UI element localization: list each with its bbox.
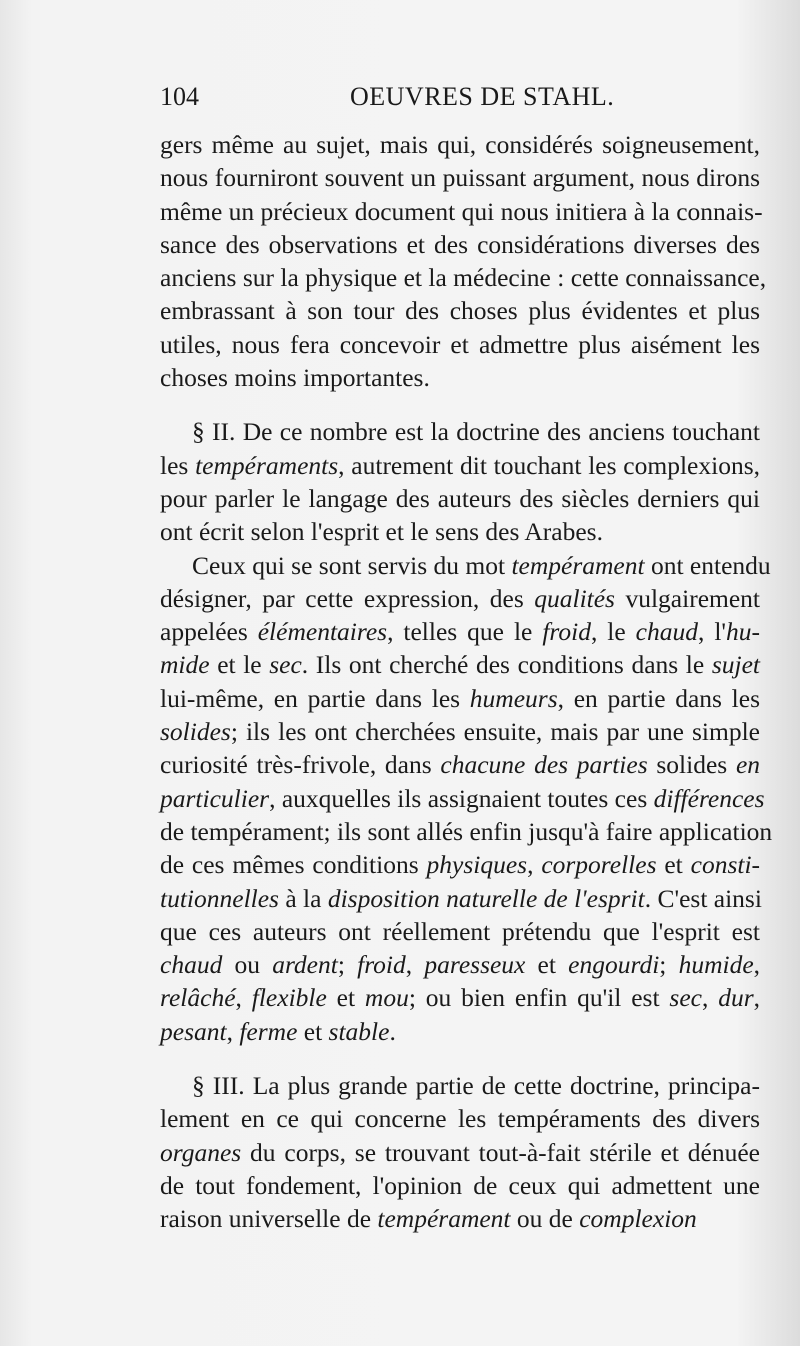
italic-run: hu-: [726, 617, 760, 647]
text-run: ou de: [510, 1204, 580, 1234]
text-line: [160, 328, 760, 361]
italic-run: différences: [653, 783, 765, 813]
italic-run: flexible: [251, 983, 327, 1013]
text-run: et: [525, 950, 569, 980]
text-line: [160, 361, 760, 394]
text-line: [160, 715, 760, 748]
text-run: ; ils les ont cherchées ensuite, mais par une simple: [230, 717, 760, 747]
text-line: [160, 195, 763, 228]
text-line: [160, 748, 760, 781]
italic-run: sec: [269, 650, 302, 680]
text-run: nous fourniront souvent un puissant argument, nous dirons: [160, 163, 760, 193]
running-head: OEUVRES DE STAHL.: [350, 82, 615, 111]
text-run: ,: [226, 1016, 240, 1046]
text-line: [160, 782, 765, 815]
text-run: ,: [701, 983, 719, 1013]
text-line: [160, 515, 760, 548]
italic-run: élémentaires: [257, 617, 388, 647]
text-run: et le: [209, 650, 270, 680]
text-line: [160, 1015, 760, 1048]
text-run: lement en ce qui concerne les tempéraments des divers: [160, 1104, 760, 1134]
text-line: [160, 648, 760, 681]
text-run: sance des observations et des considérations diverses des: [160, 229, 760, 259]
italic-run: organes: [160, 1137, 242, 1167]
italic-run: chaud: [160, 950, 223, 980]
text-run: . Ils ont cherché des conditions dans le: [301, 650, 712, 680]
italic-run: chacune des parties: [440, 750, 648, 780]
italic-run: tempéraments: [195, 450, 339, 480]
paragraph: [160, 415, 760, 548]
page-header: [160, 82, 760, 118]
italic-run: froid: [357, 950, 406, 980]
text-run: de tout fondement, l'opinion de ceux qui admettent une: [160, 1170, 760, 1200]
text-line: [160, 415, 760, 448]
text-run: anciens sur la physique et la médecine : cette connaissance,: [160, 263, 767, 293]
italic-run: pesant: [160, 1016, 227, 1046]
text-run: ;: [659, 950, 679, 980]
text-run: embrassant à son tour des choses plus évidentes et plus: [160, 296, 760, 326]
text-run: ont écrit selon l'esprit et le sens des Arabes.: [160, 517, 603, 547]
italic-run: stable: [328, 1016, 390, 1046]
text-run: , autrement dit touchant les complexions,: [338, 450, 760, 480]
text-run: Ceux qui se sont servis du mot: [192, 550, 512, 580]
text-run: § III. La plus grande partie de cette doctrine, principa-: [192, 1071, 760, 1101]
text-run: de ces mêmes conditions: [160, 850, 427, 880]
text-run: et: [656, 850, 691, 880]
text-line: [160, 582, 760, 615]
italic-run: solides: [160, 717, 231, 747]
text-line: [160, 948, 760, 981]
text-run: ou: [222, 950, 273, 980]
text-run: de tempérament; ils sont allés enfin jusqu'à faire application: [160, 816, 773, 846]
text-line: [160, 615, 760, 648]
italic-run: mide: [160, 650, 210, 680]
text-run: , en partie dans les: [557, 683, 761, 713]
text-run: vulgairement: [614, 583, 760, 613]
page-number: 104: [160, 82, 199, 111]
italic-run: paresseux: [424, 950, 526, 980]
text-run: .: [389, 1016, 396, 1046]
italic-run: sec: [669, 983, 702, 1013]
text-run: ,: [753, 950, 761, 980]
text-run: raison universelle de: [160, 1204, 378, 1234]
italic-run: humide: [678, 950, 754, 980]
text-run: § II. De ce nombre est la doctrine des anciens touchant: [192, 417, 760, 447]
text-run: , telles que le: [387, 617, 543, 647]
text-line: [160, 161, 760, 194]
text-run: ont entendu: [644, 550, 771, 580]
text-run: pour parler le langage des auteurs des siècles derniers qui: [160, 483, 760, 513]
paragraph: [160, 549, 773, 1048]
text-run: les: [160, 450, 196, 480]
text-run: que ces auteurs ont réellement prétendu que l'esprit est: [160, 916, 760, 946]
italic-run: qualités: [534, 583, 615, 613]
italic-run: sujet: [711, 650, 760, 680]
italic-run: tempérament: [377, 1204, 511, 1234]
text-run: même un précieux document qui nous initiera à la connais-: [160, 196, 763, 226]
italic-run: ferme: [239, 1016, 298, 1046]
text-line: [160, 682, 760, 715]
text-line: [160, 1202, 760, 1235]
text-line: [160, 1136, 760, 1169]
italic-run: physiques: [426, 850, 528, 880]
italic-run: chaud: [635, 617, 698, 647]
text-line: [160, 1169, 760, 1202]
text-line: [160, 449, 760, 482]
text-run: , l': [697, 617, 726, 647]
text-run: ,: [527, 850, 542, 880]
text-line: [160, 1102, 760, 1135]
italic-run: engourdi: [568, 950, 660, 980]
text-run: solides: [647, 750, 736, 780]
text-run: lui-même, en partie dans les: [160, 683, 470, 713]
italic-run: particulier: [160, 783, 270, 813]
italic-run: tutionnelles: [160, 883, 279, 913]
text-run: à la: [278, 883, 328, 913]
paragraph: [160, 1069, 760, 1235]
text-run: choses moins importantes.: [160, 363, 430, 393]
text-run: appelées: [160, 617, 258, 647]
body-text: [160, 128, 773, 1236]
text-line: [160, 848, 760, 881]
text-run: et: [297, 1016, 329, 1046]
text-line: [160, 128, 760, 161]
text-line: [160, 261, 767, 294]
text-run: ;: [337, 950, 358, 980]
text-run: gers même au sujet, mais qui, considérés soigneusement,: [160, 130, 760, 159]
italic-run: corporelles: [541, 850, 657, 880]
text-line: [160, 549, 771, 582]
text-run: ,: [235, 983, 252, 1013]
italic-run: ardent: [272, 950, 338, 980]
text-run: curiosité très-frivole, dans: [160, 750, 441, 780]
text-run: . C'est ainsi: [644, 883, 762, 913]
italic-run: en: [735, 750, 761, 780]
italic-run: humeurs: [469, 683, 558, 713]
text-line: [160, 815, 773, 848]
text-line: [160, 915, 760, 948]
italic-run: mou: [364, 983, 409, 1013]
text-run: ; ou bien enfin qu'il est: [408, 983, 670, 1013]
text-run: , le: [590, 617, 636, 647]
italic-run: froid: [542, 617, 591, 647]
text-run: du corps, se trouvant tout-à-fait stérile et dénuée: [241, 1137, 760, 1167]
text-run: et: [326, 983, 365, 1013]
text-run: utiles, nous fera concevoir et admettre plus aisément les: [160, 329, 760, 359]
text-run: ,: [753, 983, 761, 1013]
paragraph: [160, 128, 767, 394]
italic-run: disposition naturelle de l'esprit: [327, 883, 645, 913]
text-run: ,: [405, 950, 425, 980]
italic-run: consti-: [690, 850, 761, 880]
text-line: [160, 981, 760, 1014]
italic-run: relâché: [160, 983, 236, 1013]
italic-run: dur: [718, 983, 754, 1013]
text-run: , auxquelles ils assignaient toutes ces: [269, 783, 654, 813]
text-line: [160, 228, 760, 261]
text-line: [160, 294, 760, 327]
italic-run: complexion: [579, 1204, 697, 1234]
text-run: désigner, par cette expression, des: [160, 583, 535, 613]
text-line: [160, 1069, 760, 1102]
text-line: [160, 882, 760, 915]
text-line: [160, 482, 760, 515]
italic-run: tempérament: [511, 550, 645, 580]
